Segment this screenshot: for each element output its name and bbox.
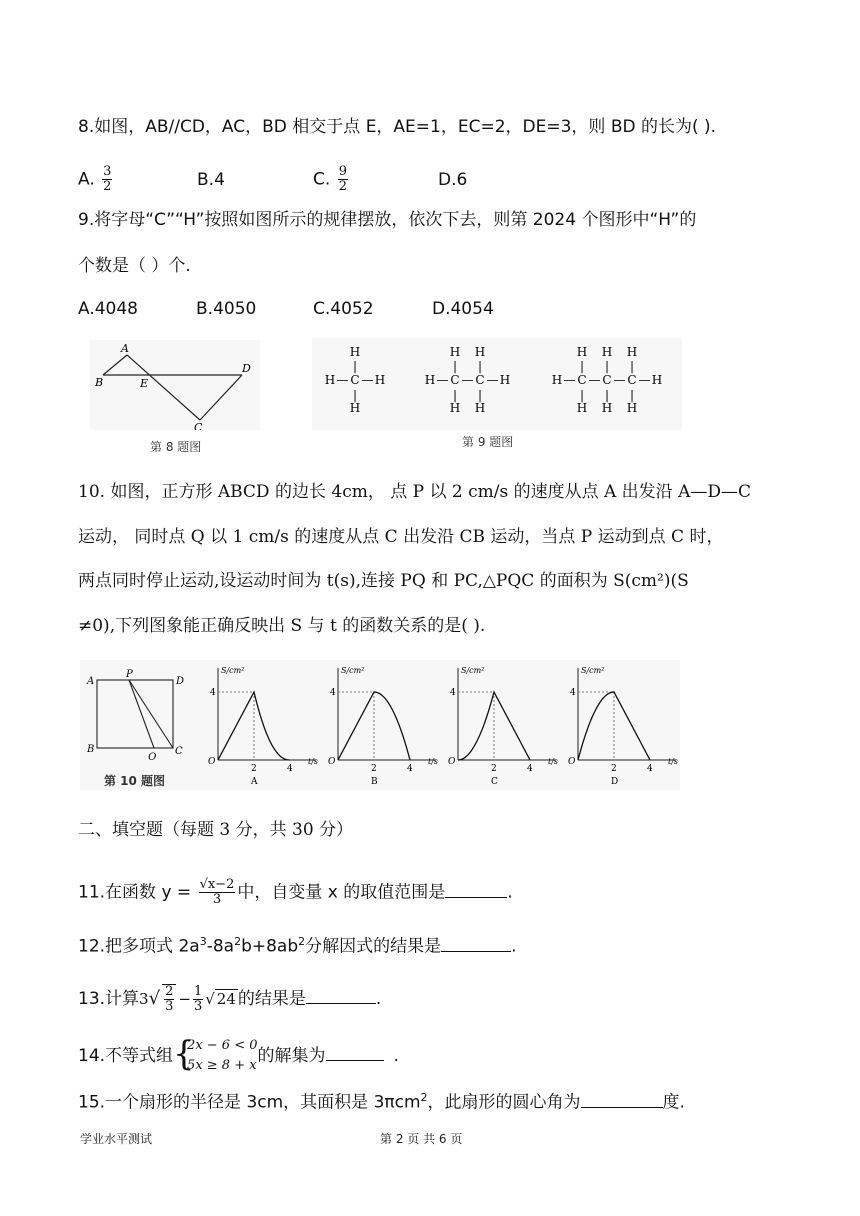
figure10-y-label: S/cm²	[341, 666, 365, 675]
figure9-h-atom: H	[601, 401, 613, 415]
q8-option-b[interactable]: B.4	[197, 170, 225, 190]
figure10-square-diagram	[86, 668, 192, 760]
figure10-origin: O	[208, 757, 216, 767]
figure10-label-b: B	[87, 744, 95, 755]
figure10-graph-a	[208, 666, 318, 787]
figure9-bond: |	[352, 388, 358, 402]
figure10-graph-c	[448, 666, 558, 787]
figure9-bond: |	[452, 388, 458, 402]
figure10-label-d: D	[176, 676, 185, 687]
figure9-c-atom: C	[350, 373, 360, 387]
q9-stem-line2: 个数是（ ）个.	[78, 256, 191, 276]
figure9-bond: |	[579, 388, 585, 402]
figure10-y-label: S/cm²	[581, 666, 605, 675]
figure9-caption: 第 9 题图	[462, 435, 514, 449]
q10-line3: 两点同时停止运动,设运动时间为 t(s),连接 PQ 和 PC,△PQC 的面积为 S(cm²)(S	[78, 571, 689, 591]
figure9-bond: —	[486, 373, 499, 387]
figure10-x-tick: 4	[407, 764, 413, 774]
figure10-graph-label: B	[371, 777, 378, 787]
q8-option-d[interactable]: D.6	[438, 170, 468, 190]
figure10-graph-b	[328, 666, 438, 787]
figure9-structure-1	[325, 345, 385, 415]
figure9-bond: |	[352, 359, 358, 373]
figure9-h-atom: H	[449, 345, 461, 359]
figure10-label-c: C	[175, 746, 183, 757]
figure9-bond: |	[629, 388, 635, 402]
q11-suffix: 中，自变量 x 的取值范围是	[237, 882, 446, 903]
figure9-h-atom: H	[349, 345, 361, 359]
footer-page-number: 第 2 页 共 6 页	[380, 1132, 463, 1146]
figure9-bond: |	[629, 359, 635, 373]
q11-fraction: $\frac{√x-2}{3}$	[199, 877, 235, 907]
q8-stem: 8.如图，AB//CD，AC，BD 相交于点 E，AE=1，EC=2，DE=3，则 BD 的长为( ).	[78, 117, 717, 137]
figure10-graphs	[200, 662, 680, 788]
figure9-h-atom: H	[576, 401, 588, 415]
q9-option-a[interactable]: A.4048	[78, 299, 138, 319]
figure9-h-atom: H	[626, 401, 638, 415]
q9-option-c[interactable]: C.4052	[313, 299, 374, 319]
figure10-origin: O	[448, 757, 456, 767]
q8-option-a-fraction: $\frac{3}{2}$	[103, 164, 112, 194]
figure10-x-tick: 4	[527, 764, 533, 774]
figure9-h-atom: H	[474, 345, 486, 359]
footer-left: 学业水平测试	[80, 1132, 153, 1146]
figure10-x-label: t/s	[428, 757, 439, 766]
q11-answer-blank[interactable]	[445, 879, 507, 898]
q8-option-c-letter: C.	[313, 169, 331, 190]
figure10-x-tick: 2	[371, 764, 377, 774]
figure10-origin: O	[328, 757, 336, 767]
figure9-c-atom: C	[450, 373, 460, 387]
q13-fraction2: $\frac{1}{3}$	[193, 983, 203, 1014]
figure9-bond: —	[588, 373, 601, 387]
q8-option-c-fraction: $\frac{9}{2}$	[338, 164, 347, 194]
figure9-c-atom: C	[577, 373, 587, 387]
figure9-c-atom: C	[602, 373, 612, 387]
figure8-label-e: E	[140, 377, 149, 390]
figure9-h-atom: H	[449, 401, 461, 415]
figure9-bond: —	[613, 373, 626, 387]
figure10-graph-d	[568, 666, 678, 787]
q10-line1: 10. 如图，正方形 ABCD 的边长 4cm， 点 P 以 2 cm/s 的速度从点 A 出发沿 A—D—C	[78, 482, 752, 502]
q8-option-a[interactable]	[78, 165, 114, 194]
q15: 15.一个扇形的半径是 3cm，其面积是 3πcm$^2$，此扇形的圆心角为 度.	[78, 1086, 685, 1115]
figure10-graph-label: D	[611, 777, 619, 787]
figure10-label-q: Q	[148, 752, 157, 760]
figure9-h-atom: H	[576, 345, 588, 359]
figure10-segment-pq	[129, 680, 154, 748]
figure10-label-a: A	[87, 676, 95, 687]
figure10-x-tick: 2	[491, 764, 497, 774]
q14-answer-blank[interactable]	[326, 1042, 384, 1061]
figure10-graph-label: C	[491, 777, 498, 787]
figure10-label-p: P	[126, 669, 133, 680]
q14: 14.不等式组 { 2x − 6 < 0 5x ≥ 8 + x 的解集为 .	[78, 1034, 399, 1074]
figure9-bond: |	[604, 388, 610, 402]
figure9-bond: |	[604, 359, 610, 373]
q8-option-c[interactable]	[313, 165, 350, 194]
figure8-caption: 第 8 题图	[150, 440, 202, 454]
figure9-h-atom: H	[374, 373, 386, 387]
figure9-h-atom: H	[324, 373, 336, 387]
figure8-label-d: D	[242, 362, 251, 375]
figure10-y-tick: 4	[570, 688, 576, 698]
q10-line4: ≠0),下列图象能正确反映出 S 与 t 的函数关系的是( ).	[78, 616, 486, 636]
q15-answer-blank[interactable]	[581, 1089, 663, 1108]
q11-prefix: 11.在函数 y =	[78, 882, 192, 903]
figure10-y-label: S/cm²	[461, 666, 485, 675]
figure9-h-atom: H	[601, 345, 613, 359]
q12: 12.把多项式 $2a^3-8a^2b+8ab^2$分解因式的结果是 .	[78, 930, 517, 959]
figure10-x-tick: 2	[251, 764, 257, 774]
figure9-h-atom: H	[349, 401, 361, 415]
figure9-bond: —	[436, 373, 449, 387]
figure10-x-label: t/s	[308, 757, 319, 766]
figure9-c-atom: C	[475, 373, 485, 387]
figure10-x-tick: 2	[611, 764, 617, 774]
figure9-bond: —	[461, 373, 474, 387]
figure9-c-atom: C	[627, 373, 637, 387]
figure9-h-atom: H	[474, 401, 486, 415]
figure10-segment-pc	[129, 680, 173, 748]
figure10-x-label: t/s	[668, 757, 679, 766]
figure10-x-label: t/s	[548, 757, 559, 766]
q13-fraction1: $\frac{2}{3}$	[162, 984, 176, 1014]
figure9-bond: —	[638, 373, 651, 387]
figure10-x-tick: 4	[647, 764, 653, 774]
figure9-bond: —	[563, 373, 576, 387]
figure9-bond: |	[452, 359, 458, 373]
figure9-bond: |	[477, 359, 483, 373]
figure10-y-tick: 4	[330, 688, 336, 698]
figure8-label-b: B	[95, 376, 104, 389]
figure9-structure-3	[552, 345, 662, 415]
q8-option-a-letter: A.	[78, 169, 95, 190]
figure9-bond: |	[579, 359, 585, 373]
figure9-h-atom: H	[499, 373, 511, 387]
figure9-bond: —	[361, 373, 374, 387]
q13-answer-blank[interactable]	[306, 985, 376, 1004]
q11: 11.在函数 y = $\frac{√x-2}{3}$ 中，自变量 x 的取值范围是 .	[78, 877, 513, 907]
figure10-y-tick: 4	[210, 688, 216, 698]
figure9-bond: |	[477, 388, 483, 402]
q10-line2: 运动， 同时点 Q 以 1 cm/s 的速度从点 C 出发沿 CB 运动，当点 P 运动到点 C 时，	[78, 527, 724, 547]
figure9-h-atom: H	[424, 373, 436, 387]
figure8-label-a: A	[121, 342, 129, 355]
q14-system: { 2x − 6 < 0 5x ≥ 8 + x	[173, 1034, 258, 1074]
figure10-caption: 第 10 题图	[104, 774, 166, 788]
figure10-y-tick: 4	[450, 688, 456, 698]
q9-stem-line1: 9.将字母“C”“H”按照如图所示的规律摆放，依次下去，则第 2024 个图形中“H”的	[78, 210, 697, 230]
figure9-h-atom: H	[626, 345, 638, 359]
figure9-diagram	[312, 338, 682, 430]
q9-option-b[interactable]: B.4050	[196, 299, 257, 319]
figure10-x-tick: 4	[287, 764, 293, 774]
figure10-origin: O	[568, 757, 576, 767]
figure9-bond: —	[336, 373, 349, 387]
figure9-h-atom: H	[651, 373, 663, 387]
figure10-y-label: S/cm²	[221, 666, 245, 675]
section2-title: 二、填空题（每题 3 分，共 30 分）	[78, 820, 354, 840]
figure10-graph-label: A	[251, 777, 258, 787]
figure9-structure-2	[425, 345, 510, 415]
figure8-diagram	[90, 340, 260, 430]
q12-answer-blank[interactable]	[441, 933, 511, 952]
figure9-h-atom: H	[551, 373, 563, 387]
q9-option-d[interactable]: D.4054	[432, 299, 494, 319]
figure8-label-c: C	[194, 421, 203, 430]
q13: 13.计算3√ $\frac{2}{3}$ − $\frac{1}{3}$ √ 24 的结果是 .	[78, 983, 382, 1014]
